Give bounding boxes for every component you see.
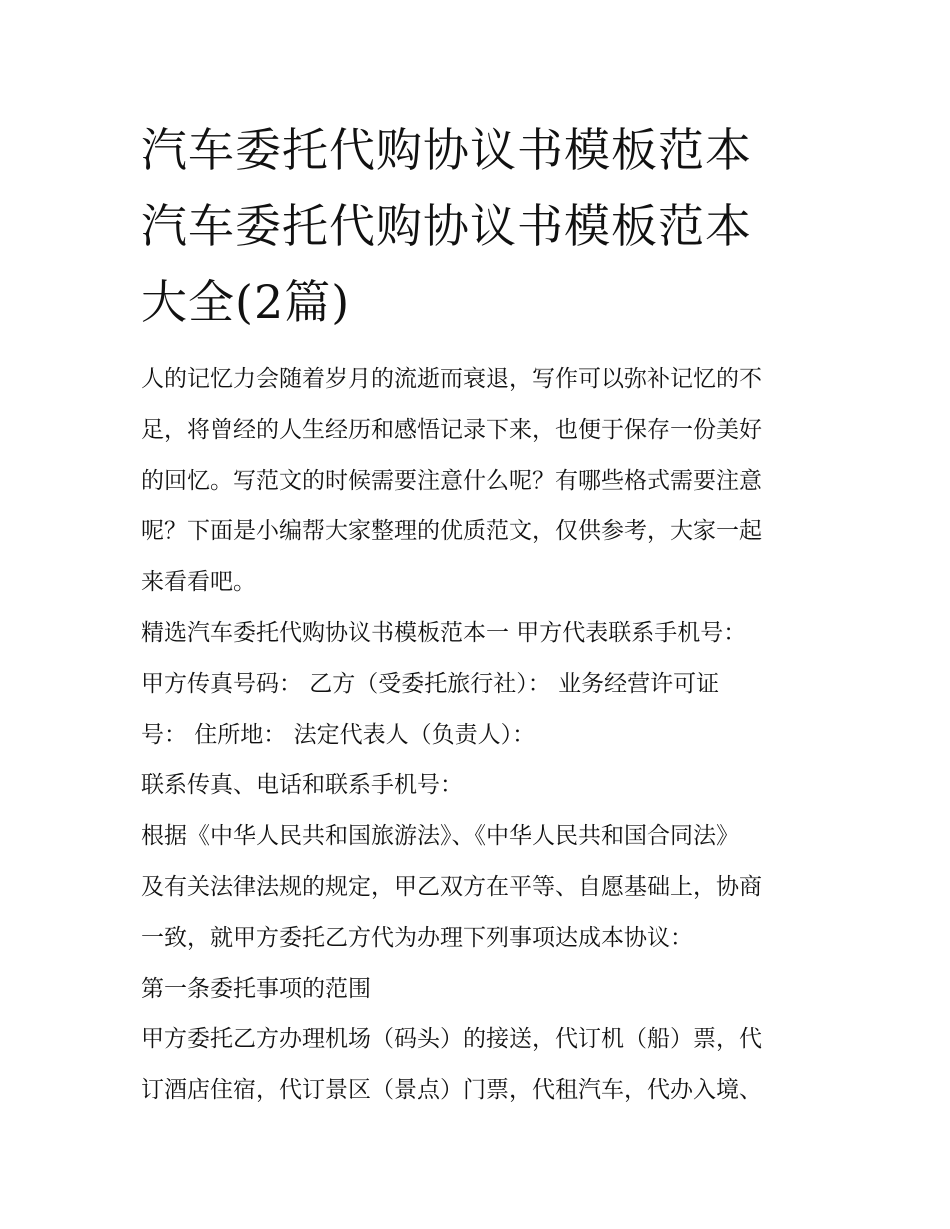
body-line-4: 呢？下面是小编帮大家整理的优质范文，仅供参考，大家一起: [141, 518, 762, 545]
body-line-1: 人的记忆力会随着岁月的流逝而衰退，写作可以弥补记忆的不: [141, 366, 762, 392]
body-line-15: 订酒店住宿，代订景区（景点）门票，代租汽车，代办入境、: [141, 1077, 762, 1104]
body-line-7: 甲方传真号码： 乙方（受委托旅行社）： 业务经营许可证: [141, 670, 720, 697]
body-line-5: 来看看吧。: [141, 569, 256, 596]
section-heading: 第一条委托事项的范围: [141, 975, 371, 1002]
body-line-3: 的回忆。写范文的时候需要注意什么呢？有哪些格式需要注意: [141, 467, 762, 494]
title-line-3: 大全(2篇): [141, 275, 351, 329]
body-line-9: 联系传真、电话和联系手机号：: [141, 772, 463, 799]
body-line-11: 及有关法律法规的规定，甲乙双方在平等、自愿基础上，协商: [141, 873, 762, 900]
body-line-10: 根据《中华人民共和国旅游法》、《中华人民共和国合同法》: [141, 823, 739, 850]
body-line-2: 足，将曾经的人生经历和感悟记录下来，也便于保存一份美好: [141, 416, 762, 443]
document-body: [141, 354, 821, 1116]
body-line-8: 号： 住所地： 法定代表人（负责人）：: [141, 721, 536, 748]
body-line-12: 一致，就甲方委托乙方代为办理下列事项达成本协议：: [141, 924, 693, 951]
document-title: [141, 112, 821, 340]
title-line-2: 汽车委托代购协议书模板范本: [141, 199, 752, 253]
body-line-6: 精选汽车委托代购协议书模板范本一 甲方代表联系手机号：: [141, 619, 747, 646]
body-line-14: 甲方委托乙方办理机场（码头）的接送，代订机（船）票，代: [141, 1026, 762, 1053]
title-line-1: 汽车委托代购协议书模板范本: [141, 123, 752, 177]
